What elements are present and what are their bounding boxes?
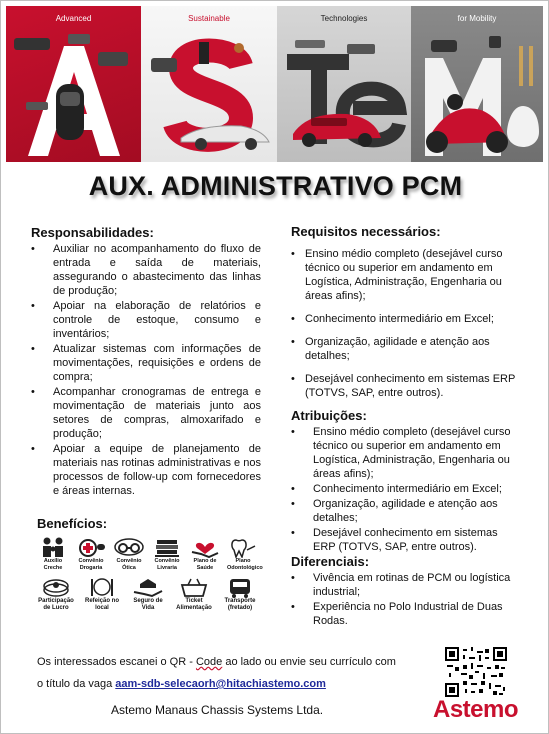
- benefit-item: [227, 536, 263, 571]
- benefit-label: Seguro de Vida: [133, 598, 163, 611]
- differentials-list: [291, 571, 521, 628]
- list-item: • Desejável conhecimento em sistemas ERP (TOTVS, SAP, entre outros).: [291, 526, 521, 554]
- list-item: • Apoiar na elaboração de relatórios e controle de estoque, consumo e inventários;: [31, 299, 261, 341]
- benefit-item: [221, 576, 259, 612]
- responsibilities-section: [31, 226, 261, 499]
- job-title: AUX. ADMINISTRATIVO PCM: [88, 171, 463, 201]
- attributions-heading: Atribuições:: [291, 408, 367, 423]
- responsibilities-list: [31, 242, 261, 498]
- banner-panel-advanced: [6, 6, 141, 162]
- letter-s-graphic: [141, 6, 277, 162]
- benefits-row: [37, 536, 265, 571]
- requirements-list: [291, 247, 521, 400]
- books-icon: [151, 536, 183, 558]
- benefit-label: Refeição no local: [84, 598, 119, 611]
- banner-tag: for Mobility: [457, 14, 497, 23]
- basket-icon: [175, 576, 213, 598]
- list-item: • Apoiar a equipe de planejamento de materiais nas rotinas administrativas e nos processos de follow-up com fornecedores e áreas internas.: [31, 442, 261, 498]
- pharmacy-icon: [75, 536, 107, 558]
- benefits-heading: Benefícios:: [37, 516, 108, 531]
- list-item: • Organização, agilidade e atenção aos detalhes;: [291, 335, 521, 363]
- qr-code-word: Code: [195, 656, 223, 668]
- apply-text: Os interessados escanei o QR -: [37, 656, 196, 668]
- benefits-grid: [37, 536, 265, 617]
- responsibilities-heading: Responsabilidades:: [31, 225, 154, 240]
- list-item: • Vivência em rotinas de PCM ou logística industrial;: [291, 571, 521, 599]
- benefit-label: Auxílio Creche: [43, 558, 63, 571]
- benefit-label: Convênio Livraria: [154, 558, 180, 571]
- list-item: • Ensino médio completo (desejável curso técnico ou superior em andamento em Logística, Administração, Engenharia ou áreas afins);: [291, 425, 521, 481]
- list-item: • Conhecimento intermediário em Excel;: [291, 482, 521, 496]
- requirements-heading: Requisitos necessários:: [291, 224, 441, 239]
- apply-instructions: [37, 656, 396, 668]
- tooth-icon: [227, 536, 259, 558]
- banner-panel-sustainable: [141, 6, 277, 162]
- benefit-item: [37, 536, 69, 571]
- list-item: • Atualizar sistemas com informações de movimentações, requisições e ordens de compra;: [31, 342, 261, 384]
- qr-code-icon[interactable]: [445, 647, 507, 697]
- list-item: • Desejável conhecimento em sistemas ERP (TOTVS, SAP, entre outros).: [291, 372, 521, 400]
- benefit-label: Transporte (fretado): [224, 598, 256, 611]
- list-item: • Ensino médio completo (desejável curso técnico ou superior em andamento em Logística, Administração, Engenharia ou áreas afins);: [291, 247, 521, 303]
- benefits-row: [37, 576, 265, 612]
- insurance-hand-icon: [129, 576, 167, 598]
- letters-te-graphic: [277, 6, 411, 162]
- apply-text: o título da vaga: [37, 678, 116, 690]
- letter-a-graphic: [6, 6, 141, 162]
- coins-icon: [37, 576, 75, 598]
- benefit-item: [189, 536, 221, 571]
- apply-text: ao lado ou envie seu currículo com: [222, 656, 396, 668]
- list-item: • Experiência no Polo Industrial de Duas Rodas.: [291, 600, 521, 628]
- benefit-label: Convênio Drogaria: [78, 558, 104, 571]
- glasses-icon: [113, 536, 145, 558]
- benefit-item: [175, 576, 213, 612]
- list-item: • Conhecimento intermediário em Excel;: [291, 312, 521, 326]
- attributions-list: [291, 425, 521, 554]
- benefit-label: Convênio Ótica: [116, 558, 142, 571]
- letters-mo-graphic: [411, 6, 543, 162]
- banner-panel-technologies: [277, 6, 411, 162]
- requirements-column: [291, 225, 521, 629]
- list-item: • Organização, agilidade e atenção aos detalhes;: [291, 497, 521, 525]
- list-item: • Auxiliar no acompanhamento do fluxo de entrada e saída de materiais, assegurando o abastecimento das linhas de produção;: [31, 242, 261, 298]
- benefit-item: [113, 536, 145, 571]
- bus-icon: [221, 576, 259, 598]
- cutlery-icon: [83, 576, 121, 598]
- benefit-label: Plano Odontológico: [227, 558, 263, 571]
- differentials-heading: Diferenciais:: [291, 554, 370, 569]
- banner-panel-mobility: [411, 6, 543, 162]
- company-name: Astemo Manaus Chassis Systems Ltda.: [111, 703, 324, 717]
- benefit-item: [129, 576, 167, 612]
- apply-instructions-line2: [37, 678, 326, 690]
- astemo-logo: Astemo: [433, 696, 519, 723]
- benefit-item: [83, 576, 121, 612]
- benefit-item: [75, 536, 107, 571]
- benefit-label: Participação de Lucro: [38, 598, 74, 611]
- benefit-label: Plano de Saúde: [193, 558, 217, 571]
- benefit-label: Ticket Alimentação: [176, 598, 212, 611]
- heart-hand-icon: [189, 536, 221, 558]
- list-item: • Acompanhar cronogramas de entrega e movimentação de materiais junto aos setores de compras, almoxarifado e produção;: [31, 385, 261, 441]
- banner-tag: Advanced: [55, 14, 92, 23]
- benefit-item: [151, 536, 183, 571]
- email-link[interactable]: aam-sdb-selecaorh@hitachiastemo.com: [115, 678, 326, 690]
- hero-banner: [6, 6, 543, 162]
- banner-tag: Sustainable: [188, 14, 230, 23]
- banner-tag: Technologies: [320, 14, 368, 23]
- family-icon: [37, 536, 69, 558]
- benefit-item: [37, 576, 75, 612]
